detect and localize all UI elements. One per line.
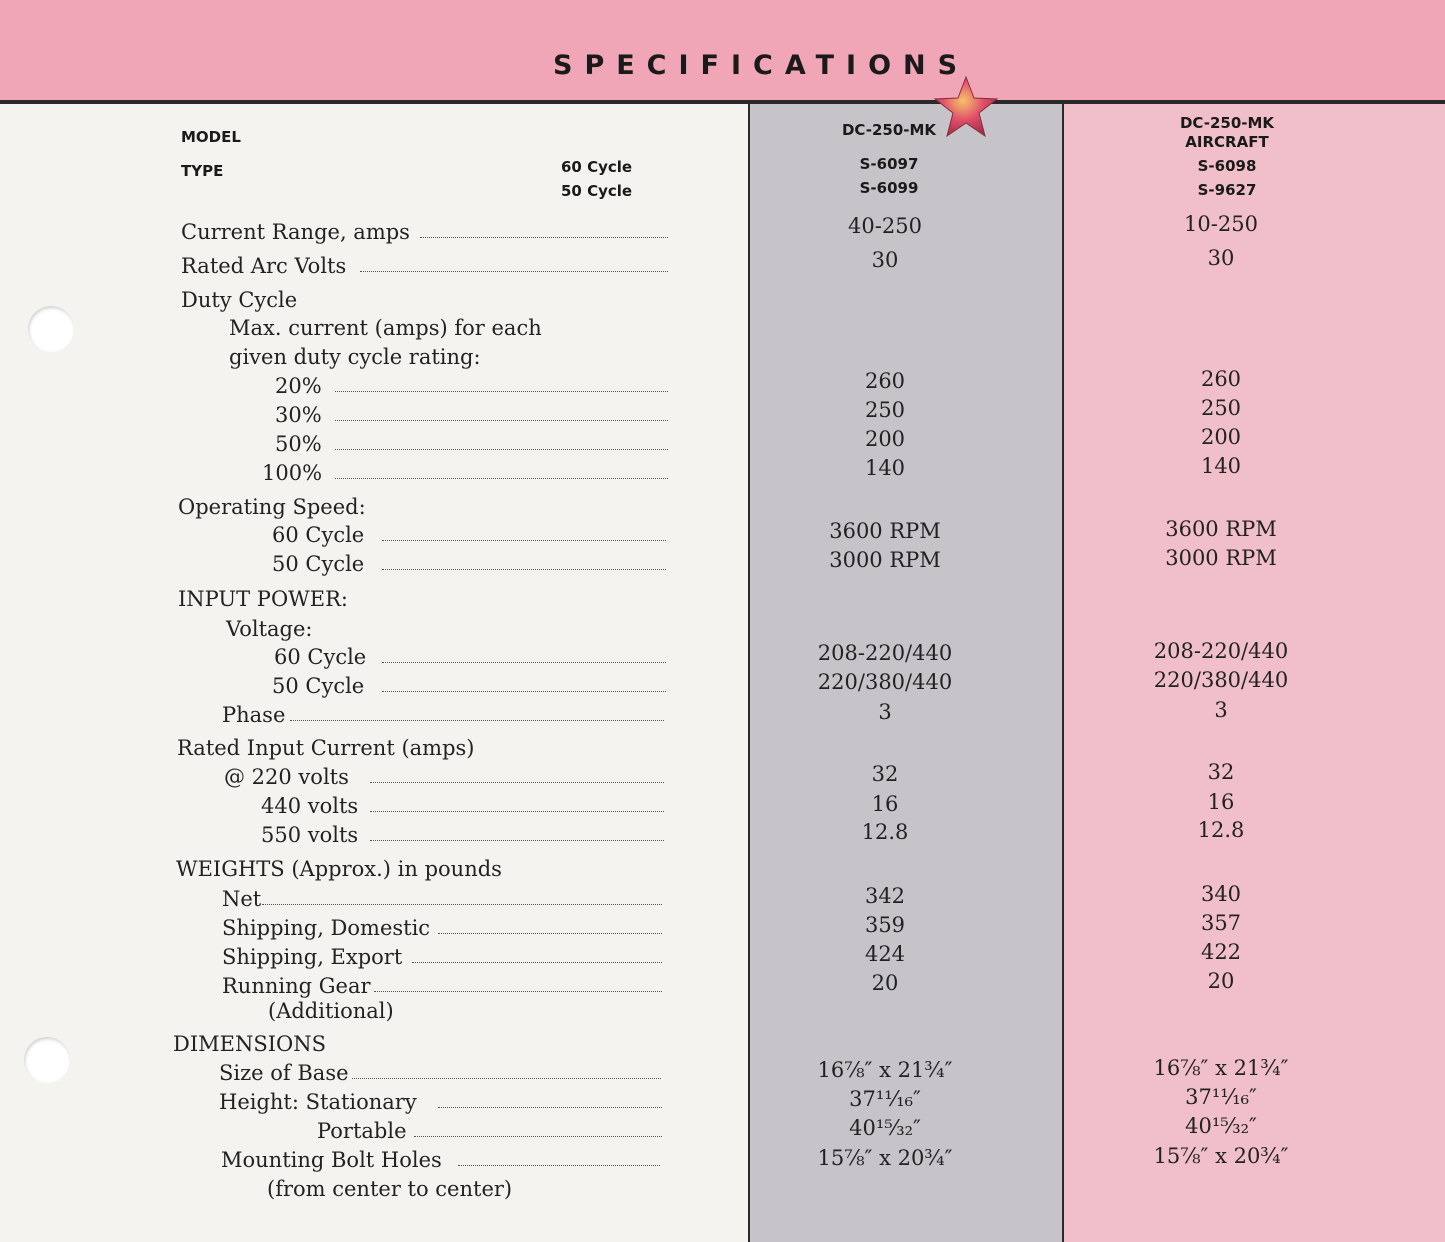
spec-value-dc-250-mk: 3600 RPM — [829, 519, 941, 543]
spec-row-label: Running Gear — [222, 974, 371, 998]
spec-value-dc-250-mk: 40¹⁵⁄₃₂″ — [849, 1116, 921, 1140]
binder-hole-icon — [28, 306, 74, 352]
spec-row-label: 30% — [275, 403, 322, 427]
col-b-type-50: S-9627 — [1197, 181, 1257, 199]
spec-value-dc-250-mk: 20 — [871, 971, 899, 995]
col-a-model: DC-250-MK — [841, 121, 937, 139]
spec-value-dc-250-mk: 37¹¹⁄₁₆″ — [849, 1087, 921, 1111]
spec-row-label: (from center to center) — [267, 1177, 513, 1201]
spec-row-label: 440 volts — [261, 794, 359, 818]
dotted-leader — [370, 840, 664, 841]
spec-value-dc-250-mk-aircraft: 250 — [1200, 396, 1242, 420]
spec-row-label: Mounting Bolt Holes — [221, 1148, 442, 1172]
spec-row-label: 100% — [262, 461, 323, 485]
col-a-type-60: S-6097 — [859, 155, 919, 173]
spec-value-dc-250-mk-aircraft: 15⅞″ x 20¾″ — [1153, 1144, 1289, 1168]
spec-row-label: Current Range, amps — [181, 220, 410, 244]
dotted-leader — [438, 933, 662, 934]
spec-row-label: 50 Cycle — [272, 674, 365, 698]
spec-row-label: Max. current (amps) for each — [229, 316, 542, 340]
dotted-leader — [382, 691, 666, 692]
spec-value-dc-250-mk-aircraft: 200 — [1200, 425, 1242, 449]
model-label: MODEL — [181, 128, 241, 146]
spec-value-dc-250-mk: 359 — [864, 913, 906, 937]
title-banner — [0, 0, 1445, 104]
spec-value-dc-250-mk-aircraft: 3 — [1214, 698, 1228, 722]
dotted-leader — [420, 237, 668, 238]
dotted-leader — [360, 271, 668, 272]
dotted-leader — [335, 449, 668, 450]
spec-value-dc-250-mk-aircraft: 422 — [1200, 940, 1242, 964]
spec-row-label: Rated Input Current (amps) — [177, 736, 475, 760]
spec-value-dc-250-mk: 250 — [864, 398, 906, 422]
col-b-model: DC-250-MK — [1179, 114, 1275, 132]
spec-row-label: Shipping, Domestic — [222, 916, 431, 940]
spec-value-dc-250-mk-aircraft: 3600 RPM — [1165, 517, 1277, 541]
spec-row-label: WEIGHTS (Approx.) in pounds — [176, 857, 502, 881]
dotted-leader — [382, 662, 666, 663]
label-panel — [0, 104, 748, 1242]
spec-row-label: given duty cycle rating: — [229, 345, 481, 369]
dotted-leader — [414, 1136, 662, 1137]
page-title: SPECIFICATIONS — [553, 50, 970, 81]
dotted-leader — [290, 720, 664, 721]
spec-value-dc-250-mk-aircraft: 30 — [1207, 246, 1235, 270]
spec-value-dc-250-mk: 15⅞″ x 20¾″ — [817, 1146, 953, 1170]
type-label: TYPE — [181, 162, 224, 180]
spec-value-dc-250-mk-aircraft: 37¹¹⁄₁₆″ — [1185, 1085, 1257, 1109]
spec-value-dc-250-mk-aircraft: 16⅞″ x 21¾″ — [1153, 1056, 1289, 1080]
spec-row-label: Net — [222, 887, 262, 911]
spec-value-dc-250-mk-aircraft: 357 — [1200, 911, 1242, 935]
spec-row-label: 60 Cycle — [274, 645, 367, 669]
spec-row-label: Rated Arc Volts — [181, 254, 347, 278]
spec-value-dc-250-mk-aircraft: 12.8 — [1197, 818, 1245, 842]
col-a-type-50: S-6099 — [859, 179, 919, 197]
spec-value-dc-250-mk-aircraft: 260 — [1200, 367, 1242, 391]
dotted-leader — [335, 478, 668, 479]
dotted-leader — [374, 991, 662, 992]
spec-value-dc-250-mk-aircraft: 40¹⁵⁄₃₂″ — [1185, 1114, 1257, 1138]
spec-value-dc-250-mk-aircraft: 20 — [1207, 969, 1235, 993]
spec-value-dc-250-mk-aircraft: 220/380/440 — [1153, 668, 1289, 692]
spec-row-label: 550 volts — [261, 823, 359, 847]
dotted-leader — [412, 962, 662, 963]
spec-value-dc-250-mk: 342 — [864, 884, 906, 908]
dotted-leader — [382, 540, 666, 541]
spec-value-dc-250-mk: 16⅞″ x 21¾″ — [817, 1058, 953, 1082]
spec-value-dc-250-mk: 32 — [871, 762, 899, 786]
cycle-60-label: 60 Cycle — [561, 158, 633, 176]
spec-row-label: (Additional) — [268, 999, 394, 1023]
spec-value-dc-250-mk: 12.8 — [861, 820, 909, 844]
spec-value-dc-250-mk: 200 — [864, 427, 906, 451]
dotted-leader — [438, 1107, 662, 1108]
spec-row-label: Phase — [222, 703, 286, 727]
spec-value-dc-250-mk: 140 — [864, 456, 906, 480]
spec-row-label: Duty Cycle — [181, 288, 298, 312]
dotted-leader — [335, 420, 668, 421]
dotted-leader — [370, 782, 664, 783]
dotted-leader — [335, 391, 668, 392]
spec-row-label: 50% — [275, 432, 322, 456]
binder-hole-icon — [24, 1037, 70, 1083]
dotted-leader — [352, 1078, 661, 1079]
spec-value-dc-250-mk-aircraft: 340 — [1200, 882, 1242, 906]
spec-row-label: Operating Speed: — [178, 495, 366, 519]
spec-row-label: Shipping, Export — [222, 945, 403, 969]
spec-value-dc-250-mk-aircraft: 32 — [1207, 760, 1235, 784]
cycle-50-label: 50 Cycle — [561, 182, 633, 200]
col-b-model-aircraft: AIRCRAFT — [1185, 133, 1269, 151]
spec-value-dc-250-mk: 16 — [871, 792, 899, 816]
spec-value-dc-250-mk-aircraft: 10-250 — [1184, 212, 1258, 236]
spec-row-label: @ 220 volts — [224, 765, 349, 789]
spec-value-dc-250-mk-aircraft: 3000 RPM — [1165, 546, 1277, 570]
spec-value-dc-250-mk: 3000 RPM — [829, 548, 941, 572]
spec-value-dc-250-mk: 3 — [878, 700, 892, 724]
spec-value-dc-250-mk-aircraft: 140 — [1200, 454, 1242, 478]
star-icon — [933, 74, 999, 140]
spec-value-dc-250-mk: 208-220/440 — [817, 641, 953, 665]
spec-row-label: 50 Cycle — [272, 552, 365, 576]
spec-value-dc-250-mk: 30 — [871, 248, 899, 272]
spec-row-label: DIMENSIONS — [173, 1032, 326, 1056]
dotted-leader — [458, 1165, 660, 1166]
spec-value-dc-250-mk: 220/380/440 — [817, 670, 953, 694]
col-b-type-60: S-6098 — [1197, 157, 1257, 175]
spec-value-dc-250-mk-aircraft: 208-220/440 — [1153, 639, 1289, 663]
dotted-leader — [370, 811, 664, 812]
spec-row-label: INPUT POWER: — [178, 587, 348, 611]
spec-row-label: 60 Cycle — [272, 523, 365, 547]
spec-value-dc-250-mk-aircraft: 16 — [1207, 790, 1235, 814]
spec-row-label: Height: Stationary — [219, 1090, 417, 1114]
dotted-leader — [262, 904, 662, 905]
spec-row-label: Portable — [317, 1119, 407, 1143]
dotted-leader — [382, 569, 666, 570]
spec-row-label: 20% — [275, 374, 322, 398]
spec-row-label: Size of Base — [219, 1061, 349, 1085]
spec-value-dc-250-mk: 40-250 — [848, 214, 922, 238]
spec-row-label: Voltage: — [226, 617, 313, 641]
spec-value-dc-250-mk: 424 — [864, 942, 906, 966]
spec-value-dc-250-mk: 260 — [864, 369, 906, 393]
